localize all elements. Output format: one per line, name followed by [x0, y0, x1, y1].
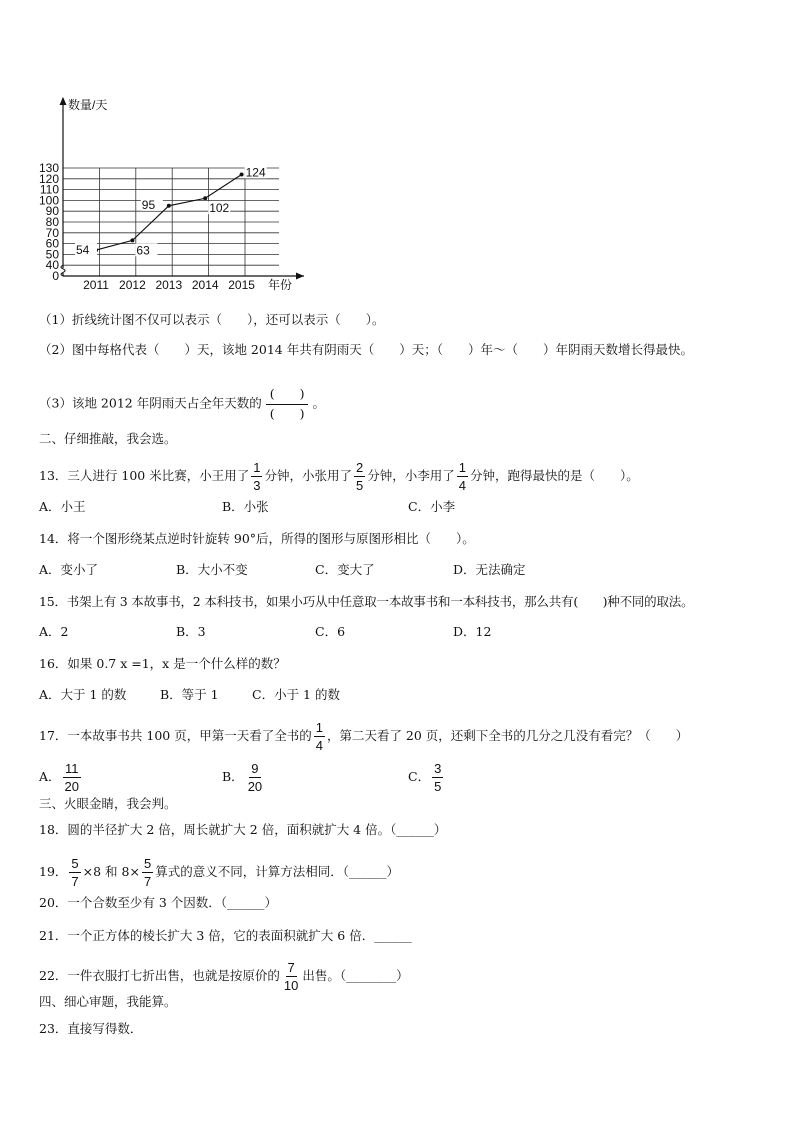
- y-tick-label: 60: [45, 236, 59, 251]
- fraction-denominator: 7: [143, 874, 152, 889]
- q12-part3: [39, 388, 325, 420]
- fraction-numerator: 2: [355, 460, 364, 475]
- question-19: [39, 857, 399, 888]
- y-tick-label: 100: [38, 193, 59, 208]
- q17-text-1: 17．一本故事书共 100 页，甲第一天看了全书的: [39, 728, 312, 743]
- q13-text-2: 分钟，小张用了: [264, 468, 352, 483]
- line-chart: [30, 96, 320, 296]
- y-tick-label: 0: [52, 269, 59, 283]
- option-fraction: [246, 762, 264, 793]
- fraction-numerator: 1: [315, 720, 323, 735]
- q16-option-b: B．等于 1: [160, 687, 219, 702]
- option-label: B．: [222, 769, 244, 784]
- fraction-5-7: [69, 857, 80, 888]
- q12-part3-suffix: 。: [312, 395, 325, 411]
- fraction-5-7: [142, 857, 153, 888]
- q15-option-a: A．2: [39, 624, 69, 639]
- q12-part1: （1）折线统计图不仅可以表示（ ），还可以表示（ ）。: [39, 312, 385, 327]
- q16-option-c: C．小于 1 的数: [252, 687, 340, 702]
- q13-option-c: C．小李: [408, 499, 456, 514]
- fraction-1-4: [314, 721, 325, 752]
- q19-text-2: 算式的意义不同，计算方法相同．（______）: [155, 864, 399, 879]
- q13-text-4: 分钟，跑得最快的是（ ）。: [469, 468, 639, 483]
- y-axis-arrow: [60, 97, 67, 105]
- answer-fraction-blank: [266, 388, 309, 420]
- fraction-numerator: ( ): [266, 388, 309, 405]
- q15-option-b: B．3: [176, 624, 206, 639]
- q16-option-a: A．大于 1 的数: [39, 687, 127, 702]
- question-20: 20．一个合数至少有 3 个因数．（______）: [39, 895, 278, 910]
- x-tick-label: 2011: [83, 278, 109, 292]
- fraction-denominator: 3: [253, 478, 261, 493]
- question-13: [39, 461, 639, 492]
- y-tick-label: 40: [45, 258, 59, 273]
- q13-text-1: 13．三人进行 100 米比赛，小王用了: [39, 468, 250, 483]
- q14-option-c: C．变大了: [315, 562, 375, 577]
- q17-text-2: ，第二天看了 20 页，还剩下全书的几分之几没有看完？（ ）: [326, 728, 689, 743]
- y-tick-labels: [39, 161, 59, 283]
- y-tick-label: 130: [38, 161, 59, 175]
- fraction-numerator: 5: [71, 856, 79, 871]
- fraction-numerator: 5: [143, 856, 152, 871]
- data-point: [240, 172, 244, 176]
- data-point: [203, 196, 207, 200]
- q19-text-1: ×8 和 8×: [82, 864, 140, 879]
- y-tick-label: 70: [45, 225, 59, 240]
- fraction-2-5: [354, 461, 365, 492]
- fraction-denominator: 20: [64, 779, 79, 794]
- question-17: [39, 721, 688, 752]
- option-label: C．: [408, 769, 431, 784]
- question-15: 15．书架上有 3 本故事书，2 本科技书，如果小巧从中任意取一本故事书和一本科技书，那么共有( )种不同的取法。: [39, 594, 694, 609]
- fraction-1-3: [251, 461, 262, 492]
- x-tick-label: 2013: [155, 278, 183, 292]
- x-axis-label: 年份: [268, 278, 293, 292]
- fraction-7-10: [282, 961, 300, 992]
- option-label: A．: [39, 769, 61, 784]
- question-14: 14．将一个图形绕某点逆时针旋转 90°后，所得的图形与原图形相比（ ）。: [39, 531, 475, 546]
- chart-grid: [63, 168, 279, 276]
- q12-part3-prefix: （3）该地 2012 年阴雨天占全年天数的: [39, 395, 262, 411]
- q17-option-b: [222, 762, 266, 793]
- data-label: 102: [209, 201, 230, 216]
- data-label: 95: [141, 197, 156, 212]
- x-tick-labels: [83, 278, 255, 292]
- fraction-denominator: 5: [355, 478, 364, 493]
- x-tick-label: 2012: [119, 278, 146, 292]
- q13-option-b: B．小张: [222, 499, 269, 514]
- q19-number: 19．: [39, 864, 68, 879]
- fraction-denominator: 4: [315, 738, 323, 753]
- y-axis-label: 数量/天: [68, 98, 108, 112]
- fraction-numerator: 9: [251, 761, 259, 776]
- question-18: 18．圆的半径扩大 2 倍，周长就扩大 2 倍，面积就扩大 4 倍。（______）: [39, 822, 447, 837]
- question-22: [39, 961, 409, 992]
- q14-option-d: D．无法确定: [453, 562, 526, 577]
- fraction-numerator: 1: [458, 460, 466, 475]
- x-axis-arrow: [296, 273, 304, 280]
- fraction-numerator: 3: [434, 761, 442, 776]
- y-tick-label: 80: [45, 215, 59, 229]
- fraction-denominator: ( ): [269, 405, 305, 421]
- q13-text-3: 分钟，小李用了: [367, 468, 455, 483]
- y-tick-label: 50: [45, 247, 59, 262]
- q14-option-b: B．大小不变: [176, 562, 248, 577]
- q17-option-c: [408, 762, 445, 793]
- section-heading-choice: 二、仔细推敲，我会选。: [39, 431, 177, 446]
- fraction-denominator: 5: [434, 779, 442, 794]
- x-tick-label: 2014: [191, 278, 219, 292]
- q15-option-d: D．12: [453, 624, 492, 639]
- option-fraction: [432, 762, 443, 793]
- option-fraction: [63, 762, 81, 793]
- fraction-1-4: [457, 461, 468, 492]
- y-tick-label: 110: [39, 182, 59, 197]
- q17-option-a: [39, 762, 83, 793]
- q22-text-2: 出售。（________）: [302, 968, 409, 983]
- fraction-numerator: 11: [65, 761, 79, 776]
- data-label: 63: [136, 243, 150, 258]
- q13-option-a: A．小王: [39, 499, 86, 514]
- data-label: 124: [245, 165, 266, 180]
- fraction-denominator: 10: [283, 978, 299, 993]
- q22-text-1: 22．一件衣服打七折出售，也就是按原价的: [39, 968, 280, 983]
- section-heading-judge: 三、火眼金睛，我会判。: [39, 796, 177, 811]
- data-label: 54: [76, 243, 90, 258]
- data-point: [130, 238, 134, 242]
- fraction-denominator: 20: [247, 779, 263, 794]
- fraction-denominator: 7: [71, 874, 79, 889]
- x-tick-label: 2015: [228, 278, 255, 292]
- fraction-denominator: 4: [458, 478, 466, 493]
- section-heading-calc: 四、细心审题，我能算。: [39, 994, 177, 1009]
- q14-option-a: A．变小了: [39, 562, 99, 577]
- q15-option-c: C．6: [315, 624, 346, 639]
- fraction-numerator: 7: [287, 960, 295, 975]
- fraction-numerator: 1: [253, 460, 261, 475]
- question-21: 21．一个正方体的棱长扩大 3 倍，它的表面积就扩大 6 倍．______: [39, 928, 412, 943]
- question-16: 16．如果 0.7 x =1，x 是一个什么样的数？: [39, 656, 286, 671]
- y-tick-label: 90: [45, 204, 59, 219]
- y-tick-label: 120: [38, 171, 59, 186]
- data-point: [167, 204, 171, 208]
- q12-part2: （2）图中每格代表（ ）天，该地 2014 年共有阴雨天（ ）天；（ ）年～（ ）年阴雨天数增长得最快。: [39, 342, 693, 357]
- question-23: 23．直接写得数．: [39, 1021, 143, 1036]
